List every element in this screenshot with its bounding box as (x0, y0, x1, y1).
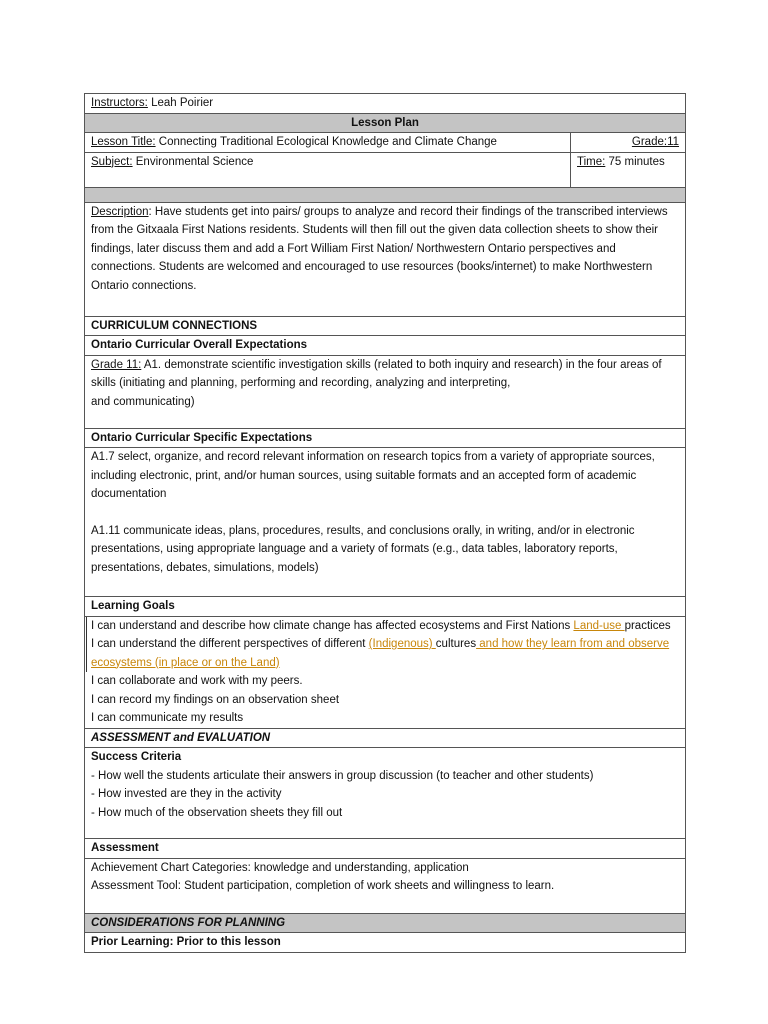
shaded-spacer-row (85, 187, 686, 202)
time-label: Time: (577, 155, 606, 168)
assessment-evaluation-heading: ASSESSMENT and EVALUATION (85, 728, 686, 748)
prior-learning: Prior Learning: Prior to this lesson (85, 933, 686, 953)
tracked-insertion: Land-use (573, 619, 625, 632)
planning-heading: CONSIDERATIONS FOR PLANNING (85, 913, 686, 933)
prior-learning-row (85, 933, 686, 953)
specific-expectations-cell (85, 448, 686, 597)
lesson-plan-title: Lesson Plan (85, 113, 686, 133)
curriculum-heading-row (85, 316, 686, 336)
specific-expectations-row (85, 448, 686, 597)
description-cell (85, 202, 686, 316)
criteria-1: - How well the students articulate their answers in group discussion (to teacher and other students) (91, 769, 594, 782)
learning-goals-heading-row (85, 597, 686, 617)
specific-expectations-heading: Ontario Curricular Specific Expectations (85, 428, 686, 448)
grade-value: Grade:11 (631, 136, 680, 148)
curriculum-heading: CURRICULUM CONNECTIONS (85, 316, 686, 336)
a111-line-1: A1.11 communicate ideas, plans, procedures, results, and conclusions orally, in writing, and/or in electronic (91, 524, 635, 537)
change-bar (86, 617, 679, 673)
planning-heading-row (85, 913, 686, 933)
a111-line-3: presentations, debates, simulations, models) (91, 561, 319, 574)
success-criteria-heading: Success Criteria (91, 751, 182, 763)
subject-label: Subject: (91, 155, 133, 168)
learning-goals-cell (85, 616, 686, 728)
instructors-label: Instructors: (91, 97, 148, 109)
overall-line-1: A1. demonstrate scientific investigation skills (related to both inquiry and research) in the four areas of (141, 358, 662, 371)
overall-line-2: skills (initiating and planning, performing and recording, analyzing and interpreting, (91, 377, 511, 389)
subject-cell (85, 152, 571, 187)
lesson-title-label: Lesson Title: (91, 136, 156, 148)
goal-2-continued: ecosystems (in place or on the Land) (91, 656, 280, 669)
goal-1: I can understand and describe how climate change has affected ecosystems and First Nations Land-use practices (91, 619, 671, 632)
goal-4: I can record my findings on an observation sheet (91, 693, 340, 706)
a111-line-2: presentations, using appropriate language and a variety of formats (e.g., data tables, laboratory reports, (91, 543, 618, 555)
a17-line-3: documentation (91, 488, 167, 500)
grade-cell (571, 133, 686, 153)
shaded-spacer (85, 187, 686, 202)
description-row (85, 202, 686, 316)
time-value: 75 minutes (605, 155, 665, 168)
instructors-value: Leah Poirier (147, 97, 214, 109)
learning-goals-row (85, 616, 686, 728)
lesson-title-cell (85, 133, 571, 153)
goal-5: I can communicate my results (91, 712, 244, 724)
criteria-2: - How invested are they in the activity (91, 788, 282, 800)
criteria-3: - How much of the observation sheets they fill out (91, 806, 343, 819)
a17-line-2: including electronic, print, and/or human sources, using suitable formats and an accepted form of academic (91, 469, 637, 482)
instructors-row (85, 94, 686, 114)
time-cell (571, 152, 686, 187)
goal-3: I can collaborate and work with my peers. (91, 675, 303, 687)
lesson-plan-page (84, 93, 685, 953)
overall-expectations-row (85, 355, 686, 428)
assessment-details-row (85, 858, 686, 913)
lesson-plan-title-row (85, 113, 686, 133)
overall-line-3: and communicating) (91, 395, 195, 408)
description-label: Description (91, 205, 149, 218)
grade-11-label: Grade 11: (91, 358, 142, 371)
assessment-details-cell (85, 858, 686, 913)
success-criteria-row (85, 748, 686, 839)
tracked-insertion: (Indigenous) (368, 638, 436, 650)
lesson-plan-table (84, 93, 686, 953)
learning-goals-heading: Learning Goals (85, 597, 686, 617)
goal-2: I can understand the different perspectives of different (Indigenous) cultures and how they learn from and observe (91, 638, 670, 650)
description-text: : Have students get into pairs/ groups to analyze and record their findings of the transcribed interviews from the Gitxaala First Nations residents. Students will then fill out the given data collection sheets to show their findings, later discuss them and add a Fort William First Nation/ Northwestern Ontario perspectives and connections. Students are welcomed and encouraged to use resources (books/internet) to make Northwestern Ontario connections. (91, 205, 668, 292)
tracked-insertion: and how they learn from and observe (476, 638, 670, 650)
assessment-tool-line: Assessment Tool: Student participation, completion of work sheets and willingness to learn. (91, 880, 555, 892)
overall-expectations-cell (85, 355, 686, 428)
assessment-subheading-row (85, 839, 686, 859)
overall-heading-row (85, 336, 686, 356)
a17-line-1: A1.7 select, organize, and record relevant information on research topics from a variety of appropriate sources, (91, 451, 655, 463)
success-criteria-cell (85, 748, 686, 839)
assessment-heading: Assessment (85, 839, 686, 859)
lesson-title-value: Connecting Traditional Ecological Knowledge and Climate Change (155, 136, 497, 148)
achievement-chart-line: Achievement Chart Categories: knowledge and understanding, application (91, 861, 469, 874)
lesson-title-row (85, 133, 686, 153)
subject-value: Environmental Science (132, 155, 254, 168)
subject-row (85, 152, 686, 187)
instructors-cell (85, 94, 686, 114)
specific-heading-row (85, 428, 686, 448)
overall-expectations-heading: Ontario Curricular Overall Expectations (85, 336, 686, 356)
assessment-heading-row (85, 728, 686, 748)
